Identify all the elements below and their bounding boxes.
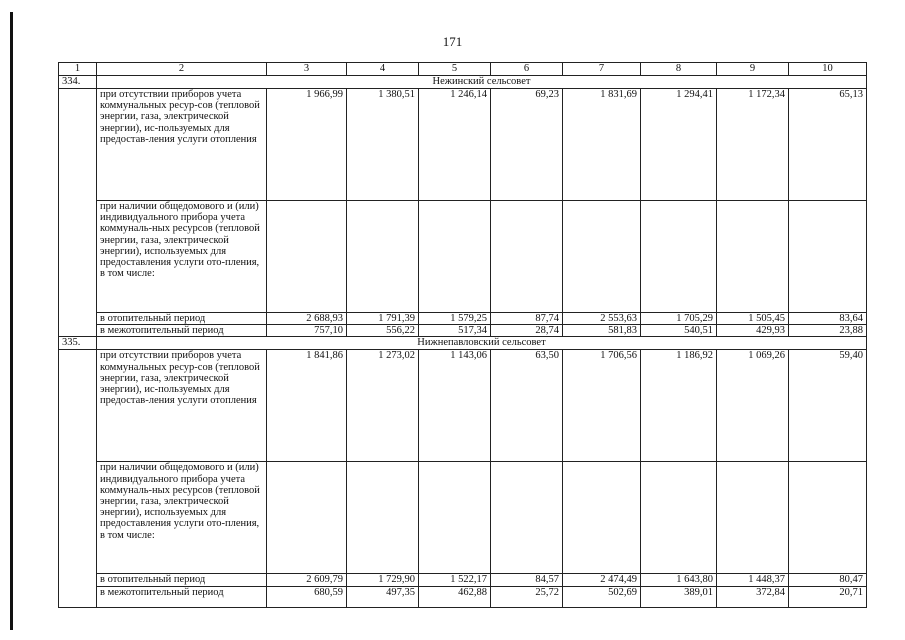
column-header-row [59, 63, 867, 76]
value-cell: 1 579,25 [419, 313, 491, 325]
value-cell: 1 294,41 [641, 89, 717, 201]
table-row [59, 574, 867, 586]
value-cell: 556,22 [347, 325, 419, 337]
value-cell: 2 474,49 [563, 574, 641, 586]
value-cell: 1 246,14 [419, 89, 491, 201]
value-cell [789, 201, 867, 313]
value-cell [419, 201, 491, 313]
value-cell [641, 201, 717, 313]
tariff-table [58, 62, 867, 608]
value-cell: 63,50 [491, 350, 563, 462]
value-cell [347, 201, 419, 313]
value-cell [491, 201, 563, 313]
value-cell: 1 273,02 [347, 350, 419, 462]
section-name: Нежинский сельсовет [97, 76, 867, 89]
value-cell: 83,64 [789, 313, 867, 325]
row-label: при наличии общедомового и (или) индивидуального прибора учета коммуналь-ных ресурсов (тепловой энергии, газа, электрической энергии), используемых для предоставления услуги ото-пления, в том числе: [97, 201, 267, 313]
table-row [59, 350, 867, 462]
value-cell: 1 172,34 [717, 89, 789, 201]
index-cell-empty [59, 89, 97, 337]
value-cell: 1 791,39 [347, 313, 419, 325]
value-cell: 1 143,06 [419, 350, 491, 462]
section-index: 334. [59, 76, 97, 89]
value-cell: 1 966,99 [267, 89, 347, 201]
row-label: в отопительный период [97, 574, 267, 586]
value-cell: 2 688,93 [267, 313, 347, 325]
index-cell-empty [59, 350, 97, 607]
row-label: в межотопительный период [97, 325, 267, 337]
value-cell: 28,74 [491, 325, 563, 337]
column-header: 6 [491, 63, 563, 76]
value-cell: 65,13 [789, 89, 867, 201]
value-cell: 1 186,92 [641, 350, 717, 462]
value-cell: 25,72 [491, 586, 563, 607]
value-cell: 1 505,45 [717, 313, 789, 325]
value-cell: 497,35 [347, 586, 419, 607]
table-row [59, 313, 867, 325]
column-header: 2 [97, 63, 267, 76]
value-cell: 23,88 [789, 325, 867, 337]
value-cell: 1 522,17 [419, 574, 491, 586]
value-cell: 1 643,80 [641, 574, 717, 586]
value-cell: 1 380,51 [347, 89, 419, 201]
value-cell: 1 841,86 [267, 350, 347, 462]
value-cell: 59,40 [789, 350, 867, 462]
value-cell [491, 462, 563, 574]
table-body [59, 63, 867, 608]
value-cell: 757,10 [267, 325, 347, 337]
value-cell: 87,74 [491, 313, 563, 325]
table-row [59, 462, 867, 574]
value-cell [789, 462, 867, 574]
value-cell [347, 462, 419, 574]
value-cell: 462,88 [419, 586, 491, 607]
column-header: 9 [717, 63, 789, 76]
column-header: 3 [267, 63, 347, 76]
value-cell: 581,83 [563, 325, 641, 337]
section-header-row [59, 76, 867, 89]
row-label: в межотопительный период [97, 586, 267, 607]
section-name: Нижнепавловский сельсовет [97, 337, 867, 350]
value-cell [563, 462, 641, 574]
value-cell: 502,69 [563, 586, 641, 607]
value-cell [563, 201, 641, 313]
value-cell: 2 609,79 [267, 574, 347, 586]
table-row [59, 325, 867, 337]
column-header: 10 [789, 63, 867, 76]
value-cell: 1 705,29 [641, 313, 717, 325]
value-cell: 540,51 [641, 325, 717, 337]
value-cell: 429,93 [717, 325, 789, 337]
value-cell: 680,59 [267, 586, 347, 607]
table-row [59, 201, 867, 313]
table-row [59, 586, 867, 607]
page-number: 171 [442, 34, 463, 49]
column-header: 1 [59, 63, 97, 76]
value-cell: 1 069,26 [717, 350, 789, 462]
column-header: 7 [563, 63, 641, 76]
column-header: 5 [419, 63, 491, 76]
row-label: при наличии общедомового и (или) индивидуального прибора учета коммуналь-ных ресурсов (тепловой энергии, газа, электрической энергии), используемых для предоставления услуги ото-пления, в том числе: [97, 462, 267, 574]
value-cell [419, 462, 491, 574]
value-cell: 2 553,63 [563, 313, 641, 325]
value-cell: 389,01 [641, 586, 717, 607]
value-cell: 80,47 [789, 574, 867, 586]
value-cell: 69,23 [491, 89, 563, 201]
value-cell [717, 462, 789, 574]
table-row [59, 89, 867, 201]
value-cell: 517,34 [419, 325, 491, 337]
column-header: 4 [347, 63, 419, 76]
value-cell [267, 462, 347, 574]
section-index: 335. [59, 337, 97, 350]
value-cell: 1 729,90 [347, 574, 419, 586]
value-cell [641, 462, 717, 574]
scan-edge-line [10, 12, 13, 630]
value-cell: 20,71 [789, 586, 867, 607]
section-header-row [59, 337, 867, 350]
value-cell [267, 201, 347, 313]
value-cell [717, 201, 789, 313]
value-cell: 1 448,37 [717, 574, 789, 586]
row-label: при отсутствии приборов учета коммунальных ресур-сов (тепловой энергии, газа, электрической энергии), ис-пользуемых для предостав-ления услуги отопления [97, 350, 267, 462]
column-header: 8 [641, 63, 717, 76]
row-label: при отсутствии приборов учета коммунальных ресур-сов (тепловой энергии, газа, электрической энергии), ис-пользуемых для предостав-ления услуги отопления [97, 89, 267, 201]
value-cell: 1 706,56 [563, 350, 641, 462]
value-cell: 1 831,69 [563, 89, 641, 201]
value-cell: 372,84 [717, 586, 789, 607]
value-cell: 84,57 [491, 574, 563, 586]
row-label: в отопительный период [97, 313, 267, 325]
